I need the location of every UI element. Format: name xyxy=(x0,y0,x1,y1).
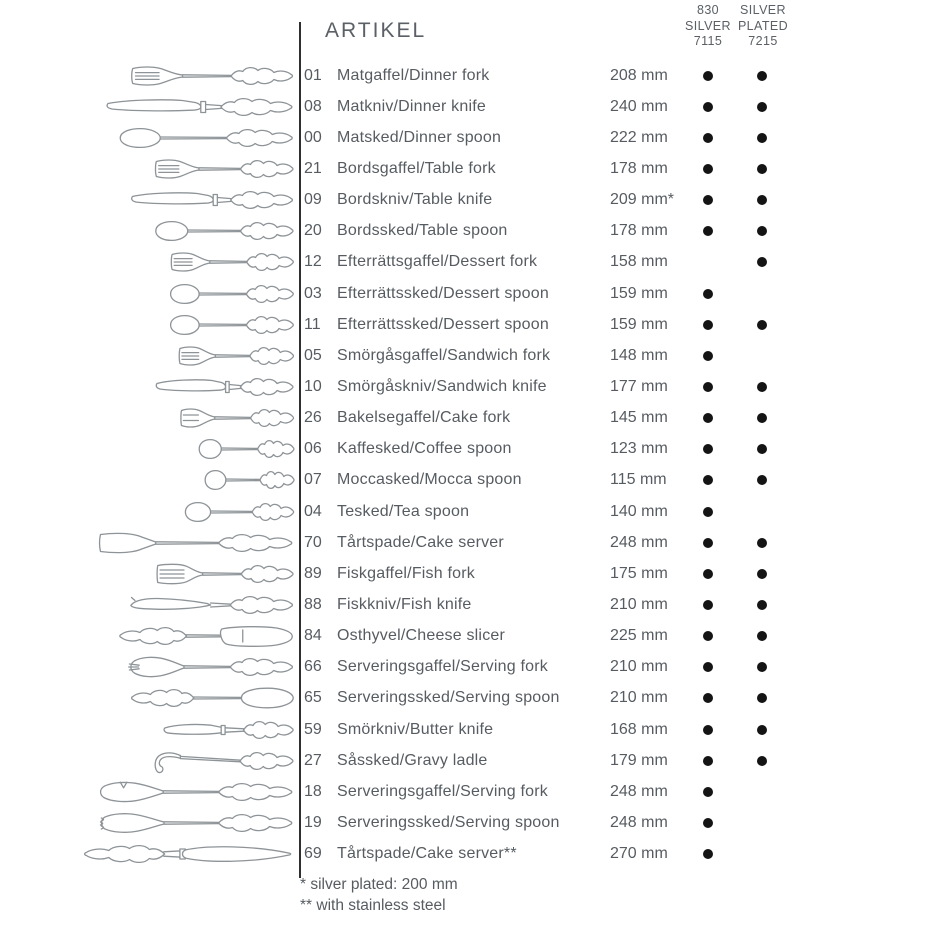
item-name: Matsked/Dinner spoon xyxy=(337,128,502,146)
item-number: 06 xyxy=(304,440,322,458)
table-row xyxy=(0,807,930,838)
page-title: ARTIKEL xyxy=(325,19,427,42)
serving-spoon-scalloped-icon xyxy=(100,814,291,833)
table-row xyxy=(0,589,930,620)
table-row xyxy=(0,122,930,153)
spoon-icon xyxy=(156,222,293,241)
table-row xyxy=(0,652,930,683)
column-header-silver-plated xyxy=(727,3,799,50)
cutlery-illustration xyxy=(129,187,296,213)
item-length: 178 mm xyxy=(610,159,668,177)
item-length: 208 mm xyxy=(610,66,668,84)
dot-830-silver xyxy=(703,725,713,735)
item-length: 159 mm xyxy=(610,284,668,302)
item-name: Smörkniv/Butter knife xyxy=(337,720,494,738)
table-row xyxy=(0,558,930,589)
item-length: 222 mm xyxy=(610,128,668,146)
dot-830-silver xyxy=(703,226,713,236)
cutlery-illustration xyxy=(204,467,296,493)
cutlery-illustration xyxy=(154,156,296,182)
dot-silver-plated xyxy=(757,257,767,267)
spoon-icon xyxy=(171,315,294,334)
table-row xyxy=(0,403,930,434)
table-row xyxy=(0,60,930,91)
cutlery-illustration xyxy=(169,281,296,307)
cutlery-illustration xyxy=(169,312,296,338)
dot-silver-plated xyxy=(757,569,767,579)
spoon-icon xyxy=(199,440,294,459)
item-name: Smörgåskniv/Sandwich knife xyxy=(337,377,547,395)
article-table xyxy=(0,60,930,870)
item-name: Smörgåsgaffel/Sandwich fork xyxy=(337,346,551,364)
dot-silver-plated xyxy=(757,226,767,236)
knife-icon xyxy=(107,98,292,115)
dot-silver-plated xyxy=(757,320,767,330)
serving-fork-icon xyxy=(129,658,293,677)
item-length: 248 mm xyxy=(610,813,668,831)
item-length: 178 mm xyxy=(610,222,668,240)
spoon-icon xyxy=(171,284,294,303)
item-number: 11 xyxy=(304,315,321,333)
dot-830-silver xyxy=(703,787,713,797)
item-length: 145 mm xyxy=(610,409,668,427)
dot-830-silver xyxy=(703,693,713,703)
cutlery-illustration xyxy=(154,374,296,400)
dot-silver-plated xyxy=(757,195,767,205)
item-number: 00 xyxy=(304,128,322,146)
butter-knife-icon xyxy=(164,721,293,738)
item-length: 210 mm xyxy=(610,689,668,707)
item-name: Efterrättsgaffel/Dessert fork xyxy=(337,253,538,271)
dot-830-silver xyxy=(703,320,713,330)
dot-silver-plated xyxy=(757,538,767,548)
gravy-ladle-icon xyxy=(155,752,293,772)
item-length: 159 mm xyxy=(610,315,668,333)
item-number: 26 xyxy=(304,409,322,427)
cutlery-illustration xyxy=(154,218,296,244)
item-length: 225 mm xyxy=(610,627,668,645)
dot-silver-plated xyxy=(757,164,767,174)
table-row xyxy=(0,745,930,776)
fork-icon xyxy=(179,347,293,365)
item-length: 240 mm xyxy=(610,97,668,115)
item-name: Matgaffel/Dinner fork xyxy=(337,66,490,84)
item-name: Osthyvel/Cheese slicer xyxy=(337,627,506,645)
item-number: 88 xyxy=(304,595,322,613)
item-number: 07 xyxy=(304,471,322,489)
table-row xyxy=(0,434,930,465)
dot-silver-plated xyxy=(757,102,767,112)
cake-fork-icon xyxy=(181,409,294,427)
dot-silver-plated xyxy=(757,382,767,392)
column-header-line: 7115 xyxy=(693,34,723,48)
item-number: 01 xyxy=(304,66,322,84)
dot-830-silver xyxy=(703,475,713,485)
item-name: Bordskniv/Table knife xyxy=(337,191,493,209)
cutlery-illustration xyxy=(184,499,296,525)
dot-830-silver xyxy=(703,289,713,299)
cutlery-illustration xyxy=(98,810,296,836)
dot-silver-plated xyxy=(757,600,767,610)
item-number: 04 xyxy=(304,502,322,520)
cutlery-illustration xyxy=(128,654,296,680)
dot-silver-plated xyxy=(757,71,767,81)
dot-830-silver xyxy=(703,569,713,579)
spoon-icon xyxy=(205,471,294,490)
cutlery-illustration xyxy=(162,717,296,743)
dot-830-silver xyxy=(703,756,713,766)
cutlery-illustration xyxy=(128,685,296,711)
dot-830-silver xyxy=(703,71,713,81)
item-length: 209 mm* xyxy=(610,191,675,209)
dot-830-silver xyxy=(703,195,713,205)
item-length: 179 mm xyxy=(610,751,668,769)
cutlery-illustration xyxy=(104,94,296,120)
item-length: 148 mm xyxy=(610,346,668,364)
item-length: 248 mm xyxy=(610,533,668,551)
table-row xyxy=(0,465,930,496)
item-name: Tårtspade/Cake server xyxy=(337,533,504,551)
table-row xyxy=(0,371,930,402)
item-length: 210 mm xyxy=(610,595,668,613)
cutlery-illustration xyxy=(116,623,296,649)
cake-server-right-icon xyxy=(85,846,291,863)
item-number: 66 xyxy=(304,658,322,676)
dot-silver-plated xyxy=(757,475,767,485)
dot-830-silver xyxy=(703,538,713,548)
table-row xyxy=(0,527,930,558)
cutlery-illustration xyxy=(170,249,296,275)
dot-silver-plated xyxy=(757,662,767,672)
item-name: Bordssked/Table spoon xyxy=(337,222,508,240)
dot-830-silver xyxy=(703,631,713,641)
dot-830-silver xyxy=(703,662,713,672)
cutlery-illustration xyxy=(198,436,296,462)
cutlery-illustration xyxy=(80,841,296,867)
item-number: 89 xyxy=(304,564,322,582)
table-row xyxy=(0,839,930,870)
item-number: 03 xyxy=(304,284,322,302)
spoon-icon xyxy=(185,502,293,521)
item-length: 270 mm xyxy=(610,845,668,863)
item-number: 70 xyxy=(304,533,322,551)
item-name: Serveringssked/Serving spoon xyxy=(337,813,560,831)
column-header-line: PLATED xyxy=(737,18,789,33)
serving-fork-notch-icon xyxy=(101,782,292,801)
column-header-line: SILVER xyxy=(685,18,731,33)
table-row xyxy=(0,278,930,309)
dot-830-silver xyxy=(703,133,713,143)
footnotes xyxy=(300,875,458,916)
item-number: 20 xyxy=(304,222,322,240)
item-name: Efterrättssked/Dessert spoon xyxy=(337,315,549,333)
spoon-icon xyxy=(120,128,292,147)
item-length: 248 mm xyxy=(610,782,668,800)
item-number: 12 xyxy=(304,253,322,271)
fork-icon xyxy=(132,67,293,85)
knife-icon xyxy=(132,192,293,209)
item-number: 59 xyxy=(304,720,322,738)
table-row xyxy=(0,185,930,216)
knife-icon xyxy=(156,379,293,396)
cheese-slicer-icon xyxy=(120,627,292,647)
table-row xyxy=(0,247,930,278)
serving-spoon-right-icon xyxy=(132,689,294,709)
item-name: Såssked/Gravy ladle xyxy=(337,751,488,769)
item-length: 115 mm xyxy=(610,471,667,489)
fish-knife-icon xyxy=(131,597,293,614)
dot-830-silver xyxy=(703,413,713,423)
cutlery-illustration xyxy=(156,561,296,587)
item-length: 168 mm xyxy=(610,720,668,738)
dot-830-silver xyxy=(703,351,713,361)
table-row xyxy=(0,340,930,371)
item-number: 27 xyxy=(304,751,322,769)
dot-silver-plated xyxy=(757,725,767,735)
dot-silver-plated xyxy=(757,133,767,143)
item-length: 140 mm xyxy=(610,502,668,520)
footnote-silver-plated: * silver plated: 200 mm xyxy=(300,876,458,893)
cutlery-illustration xyxy=(153,748,296,774)
item-name: Efterrättssked/Dessert spoon xyxy=(337,284,549,302)
dot-830-silver xyxy=(703,849,713,859)
column-header-line: 830 xyxy=(696,3,720,17)
table-row xyxy=(0,776,930,807)
dot-830-silver xyxy=(703,600,713,610)
table-row xyxy=(0,309,930,340)
item-number: 21 xyxy=(304,159,322,177)
item-name: Kaffesked/Coffee spoon xyxy=(337,440,512,458)
item-number: 05 xyxy=(304,346,322,364)
item-number: 08 xyxy=(304,97,322,115)
footnote-stainless-steel: ** with stainless steel xyxy=(300,896,446,914)
fork-icon xyxy=(155,160,292,178)
item-name: Serveringsgaffel/Serving fork xyxy=(337,782,548,800)
cutlery-illustration xyxy=(128,592,296,618)
table-row xyxy=(0,714,930,745)
cutlery-illustration xyxy=(118,125,296,151)
item-name: Serveringssked/Serving spoon xyxy=(337,689,560,707)
table-row xyxy=(0,496,930,527)
item-name: Bakelsegaffel/Cake fork xyxy=(337,409,511,427)
item-name: Tesked/Tea spoon xyxy=(337,502,470,520)
item-number: 09 xyxy=(304,191,322,209)
item-name: Serveringsgaffel/Serving fork xyxy=(337,658,548,676)
table-row xyxy=(0,683,930,714)
item-number: 19 xyxy=(304,813,322,831)
item-number: 84 xyxy=(304,627,322,645)
item-name: Fiskgaffel/Fish fork xyxy=(337,564,475,582)
item-name: Bordsgaffel/Table fork xyxy=(337,159,496,177)
cutlery-illustration xyxy=(98,530,296,556)
item-name: Fiskkniv/Fish knife xyxy=(337,595,472,613)
item-length: 177 mm xyxy=(610,377,668,395)
column-header-line: SILVER xyxy=(740,3,786,17)
cutlery-illustration xyxy=(98,779,296,805)
item-number: 18 xyxy=(304,782,322,800)
cutlery-illustration xyxy=(178,343,296,369)
item-number: 69 xyxy=(304,845,322,863)
table-row xyxy=(0,153,930,184)
cake-server-icon xyxy=(100,533,292,552)
item-length: 175 mm xyxy=(610,564,668,582)
table-row xyxy=(0,216,930,247)
item-number: 65 xyxy=(304,689,322,707)
fish-fork-icon xyxy=(157,564,293,583)
dot-830-silver xyxy=(703,444,713,454)
dot-830-silver xyxy=(703,102,713,112)
dot-silver-plated xyxy=(757,756,767,766)
dot-silver-plated xyxy=(757,693,767,703)
item-length: 210 mm xyxy=(610,658,668,676)
dot-silver-plated xyxy=(757,631,767,641)
cutlery-illustration xyxy=(130,63,296,89)
dot-830-silver xyxy=(703,164,713,174)
dot-830-silver xyxy=(703,818,713,828)
fork-icon xyxy=(171,253,293,271)
dot-silver-plated xyxy=(757,444,767,454)
dot-silver-plated xyxy=(757,413,767,423)
item-number: 10 xyxy=(304,377,322,395)
item-name: Tårtspade/Cake server** xyxy=(337,845,517,863)
dot-830-silver xyxy=(703,382,713,392)
item-length: 158 mm xyxy=(610,253,668,271)
table-row xyxy=(0,91,930,122)
table-row xyxy=(0,621,930,652)
dot-830-silver xyxy=(703,507,713,517)
item-name: Matkniv/Dinner knife xyxy=(337,97,486,115)
cutlery-illustration xyxy=(180,405,296,431)
item-length: 123 mm xyxy=(610,440,668,458)
column-header-line: 7215 xyxy=(748,34,778,48)
item-name: Moccasked/Mocca spoon xyxy=(337,471,522,489)
